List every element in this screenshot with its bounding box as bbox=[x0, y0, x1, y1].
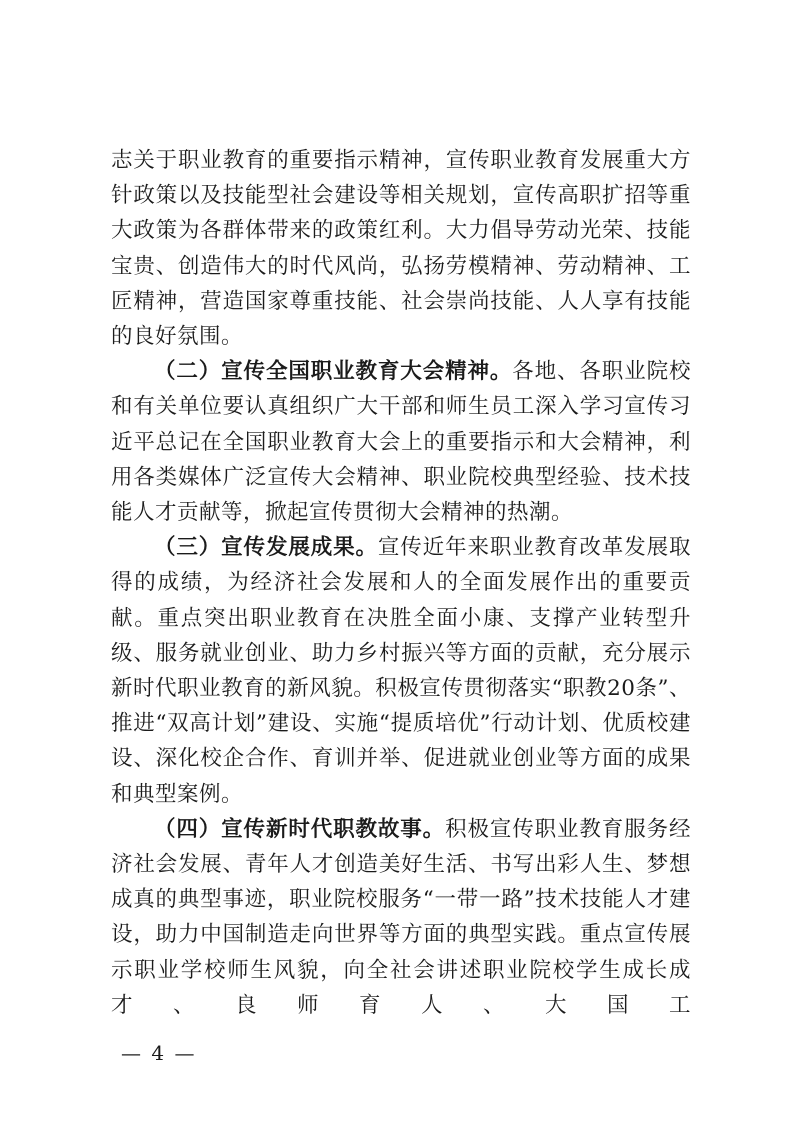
paragraph-text: 宣传近年来职业教育改革发展取得的成绩，为经济社会发展和人的全面发展作出的重要贡献。重点突出职业教育在决胜全面小康、支撑产业转型升级、服务就业创业、助力乡村振兴等方面的贡献，充分展示新时代职业教育的新风貌。积极宣传贯彻落实“职教20条”、推进“双高计划”建设、实施“提质培优”行动计划、优质校建设、深化校企合作、育训并举、促进就业创业等方面的成果和典型案例。 bbox=[111, 535, 691, 807]
document-body bbox=[111, 143, 691, 1023]
paragraph-section-3 bbox=[111, 530, 691, 812]
paragraph-text: 各地、各职业院校和有关单位要认真组织广大干部和师生员工深入学习宣传习近平总记在全国职业教育大会上的重要指示和大会精神，利用各类媒体广泛宣传大会精神、职业院校典型经验、技术技能人才贡献等，掀起宣传贯彻大会精神的热潮。 bbox=[111, 359, 691, 526]
paragraph-intro-continued bbox=[111, 143, 691, 354]
paragraph-section-2 bbox=[111, 354, 691, 530]
section-heading-2: （二）宣传全国职业教育大会精神。 bbox=[154, 359, 513, 385]
paragraph-section-4 bbox=[111, 812, 691, 1023]
paragraph-text: 积极宣传职业教育服务经济社会发展、青年人才创造美好生活、书写出彩人生、梦想成真的典型事迹，职业院校服务“一带一路”技术技能人才建设，助力中国制造走向世界等方面的典型实践。重点宣传展示职业学校师生风貌，向全社会讲述职业院校学生成长成才、良师育人、大国工 bbox=[111, 816, 691, 1018]
section-heading-3: （三）宣传发展成果。 bbox=[154, 535, 378, 561]
section-heading-4: （四）宣传新时代职教故事。 bbox=[154, 816, 446, 842]
paragraph-text: 志关于职业教育的重要指示精神，宣传职业教育发展重大方针政策以及技能型社会建设等相关规划，宣传高职扩招等重大政策为各群体带来的政策红利。大力倡导劳动光荣、技能宝贵、创造伟大的时代风尚，弘扬劳模精神、劳动精神、工匠精神，营造国家尊重技能、社会崇尚技能、人人享有技能的良好氛围。 bbox=[111, 148, 691, 350]
page-number: — 4 — bbox=[121, 1041, 197, 1065]
